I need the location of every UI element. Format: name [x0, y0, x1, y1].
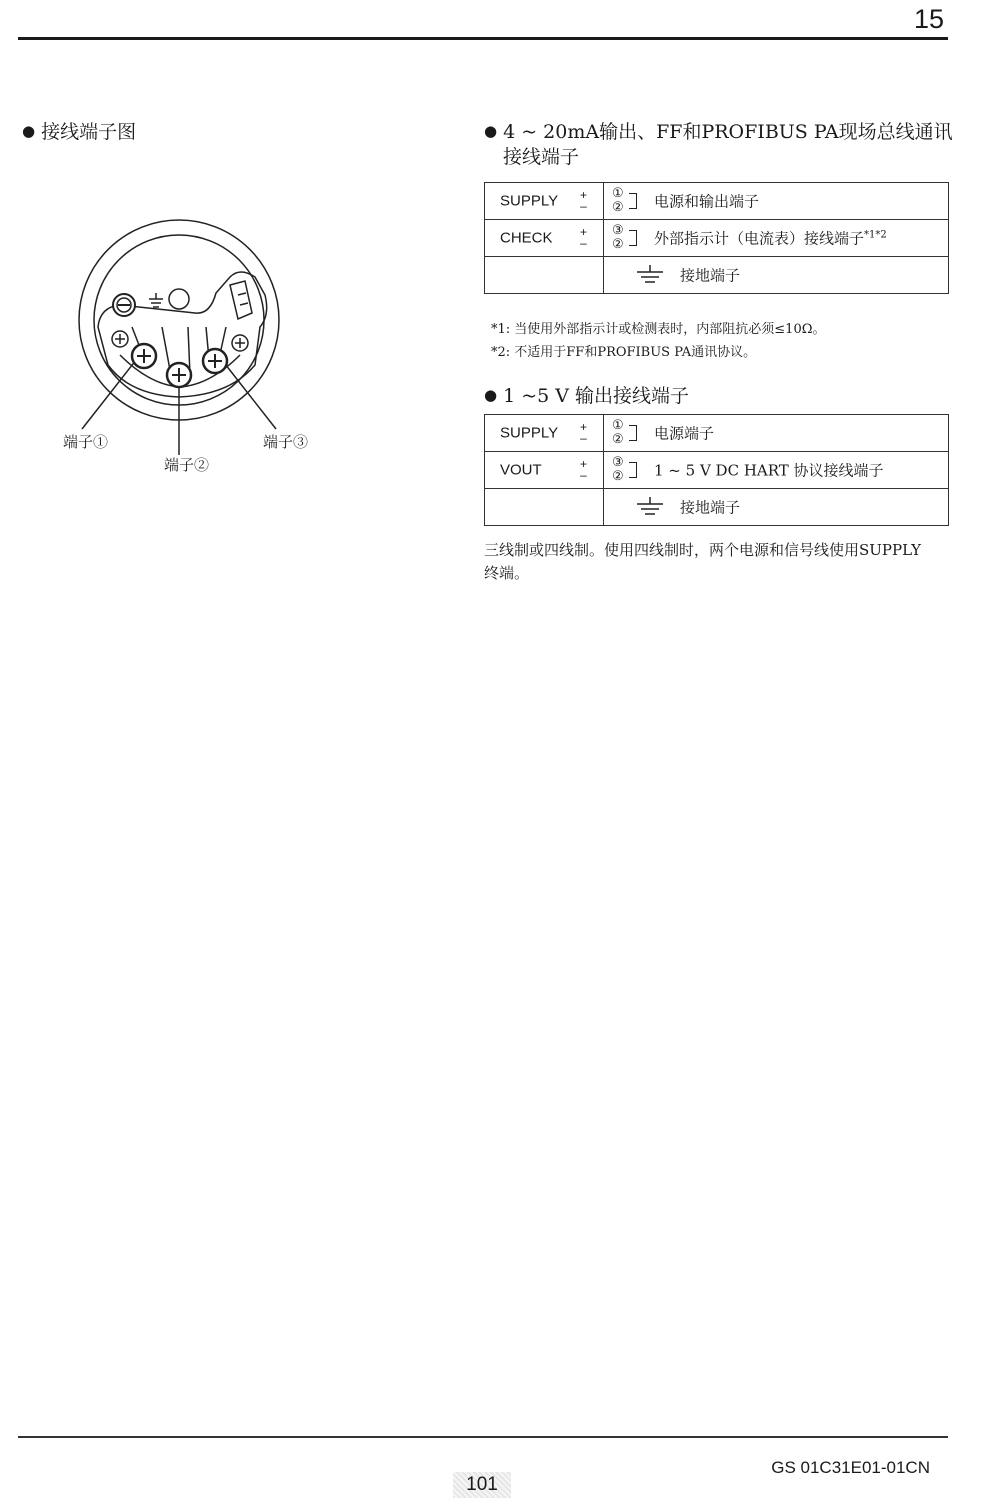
ground-screw-icon [113, 294, 135, 316]
bracket-icon [629, 193, 637, 209]
top-rule [18, 37, 948, 40]
page-number: 15 [913, 4, 944, 34]
terminal-2-screw-icon [167, 363, 191, 387]
ground-icon [636, 265, 664, 285]
section2-terminal-table [484, 414, 949, 526]
section1-heading-line2: 接线端子 [503, 146, 580, 168]
terminal-numbers: ③ ② [612, 223, 624, 252]
row-description: 电源端子 [654, 424, 715, 443]
section1-heading: ● 4 ~ 20mA输出、FF和PROFIBUS PA现场总线通讯 [484, 119, 953, 146]
bracket-icon [629, 425, 637, 441]
table-row [485, 415, 949, 452]
row-description: 1 ~ 5 V DC HART 协议接线端子 [654, 461, 884, 480]
ground-icon [149, 293, 163, 307]
row-description: 接地端子 [680, 498, 741, 517]
terminal-1-screw-icon [132, 344, 156, 368]
wiring-note: 三线制或四线制。使用四线制时，两个电源和信号线使用SUPPLY 终端。 [484, 541, 922, 582]
section1-terminal-table [484, 182, 949, 294]
plus-screw-left-icon [112, 331, 128, 347]
bottom-rule [18, 1436, 948, 1438]
row-description: 外部指示计（电流表）接线端子$^{*1*2}$ [654, 229, 887, 248]
callout-terminal-2: 端子② [164, 456, 210, 474]
table-row [485, 183, 949, 220]
plus-screw-right-icon [232, 335, 248, 351]
callout-terminal-1: 端子① [63, 433, 109, 451]
terminal-numbers: ① ② [612, 418, 624, 447]
ground-icon [636, 497, 664, 517]
row-description: 接地端子 [680, 266, 741, 285]
row-label: SUPPLY [500, 424, 559, 442]
bracket-icon [629, 230, 637, 246]
hole-icon [169, 289, 189, 309]
footnote-1: *1: 当使用外部指示计或检测表时，内部阻抗必须≤10Ω。 [491, 322, 826, 337]
terminal-3-screw-icon [203, 349, 227, 373]
terminal-numbers: ① ② [612, 186, 624, 215]
footer-page-number: 101 [453, 1472, 511, 1498]
polarity: + – [579, 457, 587, 482]
polarity: + – [579, 188, 587, 213]
wiring-diagram-heading: ● 接线端子图 [22, 119, 136, 146]
table-row [485, 452, 949, 489]
polarity: + – [579, 420, 587, 445]
table-row [485, 489, 949, 526]
footnote-2: *2: 不适用于FF和PROFIBUS PA通讯协议。 [491, 345, 757, 360]
row-label: VOUT [500, 461, 542, 479]
row-label: SUPPLY [500, 192, 559, 210]
terminal-numbers: ③ ② [612, 455, 624, 484]
document-code: GS 01C31E01-01CN [771, 1458, 930, 1477]
callout-terminal-3: 端子③ [263, 433, 309, 451]
row-description: 电源和输出端子 [654, 192, 760, 211]
section2-heading: ● 1 ~5 V 输出接线端子 [484, 383, 689, 410]
footnote-ref: *1*2 [864, 229, 887, 241]
row-label: CHECK [500, 229, 553, 247]
table-row [485, 220, 949, 257]
polarity: + – [579, 225, 587, 250]
table-row [485, 257, 949, 294]
bracket-icon [629, 462, 637, 478]
